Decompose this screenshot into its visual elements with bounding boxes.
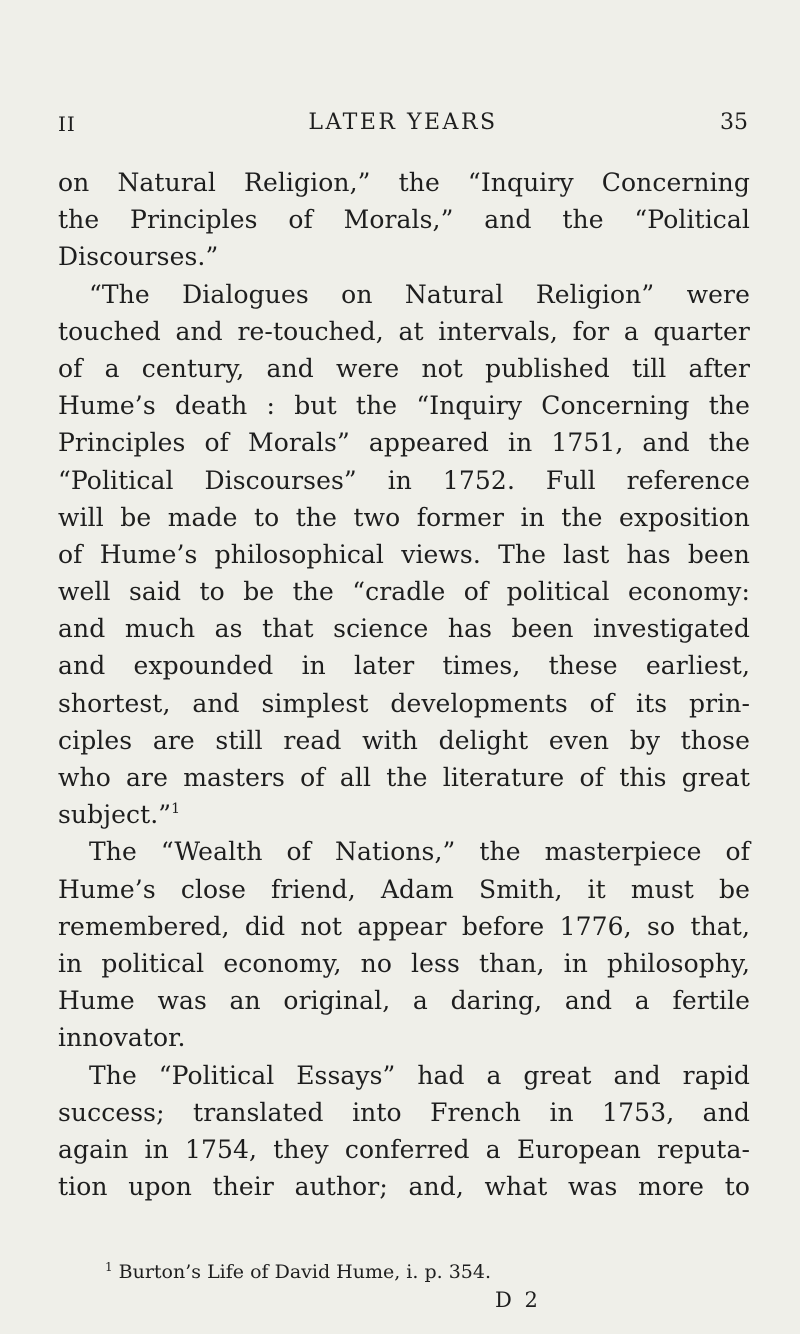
text-line: in political economy, no less than, in philosophy,: [58, 948, 750, 978]
text-line: of Hume’s philosophical views. The last has been: [58, 539, 750, 569]
running-title: LATER YEARS: [308, 110, 498, 135]
paragraph: [58, 1057, 750, 1206]
text-line: of a century, and were not published till after: [58, 353, 750, 383]
text-line: who are masters of all the literature of this great: [58, 763, 750, 792]
text-line: innovator.: [58, 1023, 186, 1053]
footnote-reference: 1: [171, 801, 181, 818]
text-line: remembered, did not appear before 1776, so that,: [58, 911, 750, 941]
text-line: “Political Discourses” in 1752. Full reference: [58, 465, 750, 495]
text-line: Principles of Morals” appeared in 1751, and the: [58, 428, 750, 458]
paragraph: [58, 164, 750, 276]
text-line: “The Dialogues on Natural Religion” were: [89, 279, 750, 309]
text-line: Discourses.”: [58, 242, 219, 272]
text-line: Hume’s death : but the “Inquiry Concerning the: [58, 391, 750, 421]
footnote-text: Burton’s Life of David Hume, i. p. 354.: [118, 1261, 492, 1283]
text-line-with-footnote-ref: [58, 796, 750, 833]
signature-mark: D 2: [495, 1288, 541, 1312]
text-line: will be made to the two former in the exposition: [58, 502, 750, 532]
text-line: on Natural Religion,” the “Inquiry Concerning: [58, 168, 750, 197]
text-line: and much as that science has been investigated: [58, 614, 750, 644]
text-line: again in 1754, they conferred a European reputa-: [58, 1134, 750, 1164]
text-line: The “Political Essays” had a great and rapid: [89, 1060, 750, 1090]
text-line: ciples are still read with delight even by those: [58, 725, 750, 755]
chapter-number: II: [58, 112, 76, 136]
text-line: shortest, and simplest developments of its prin-: [58, 688, 750, 718]
paragraph: [58, 276, 750, 834]
footnote-marker: 1: [105, 1260, 113, 1274]
text-line: and expounded in later times, these earliest,: [58, 651, 750, 681]
text-line: The “Wealth of Nations,” the masterpiece of: [89, 837, 750, 867]
text-line: Hume was an original, a daring, and a fertile: [58, 986, 750, 1016]
page-number: 35: [720, 110, 748, 135]
text-line: touched and re-touched, at intervals, for a quarter: [58, 316, 750, 346]
footnote: [105, 1260, 491, 1283]
paragraph: [58, 833, 750, 1056]
body-text: [58, 164, 750, 1205]
text-line: Hume’s close friend, Adam Smith, it must be: [58, 874, 750, 904]
text-line: success; translated into French in 1753, and: [58, 1097, 750, 1127]
running-head: [58, 110, 748, 144]
text-line: subject.”: [58, 800, 172, 830]
text-line: tion upon their author; and, what was more to: [58, 1172, 750, 1202]
text-line: well said to be the “cradle of political economy:: [58, 577, 750, 607]
text-line: the Principles of Morals,” and the “Political: [58, 205, 750, 235]
